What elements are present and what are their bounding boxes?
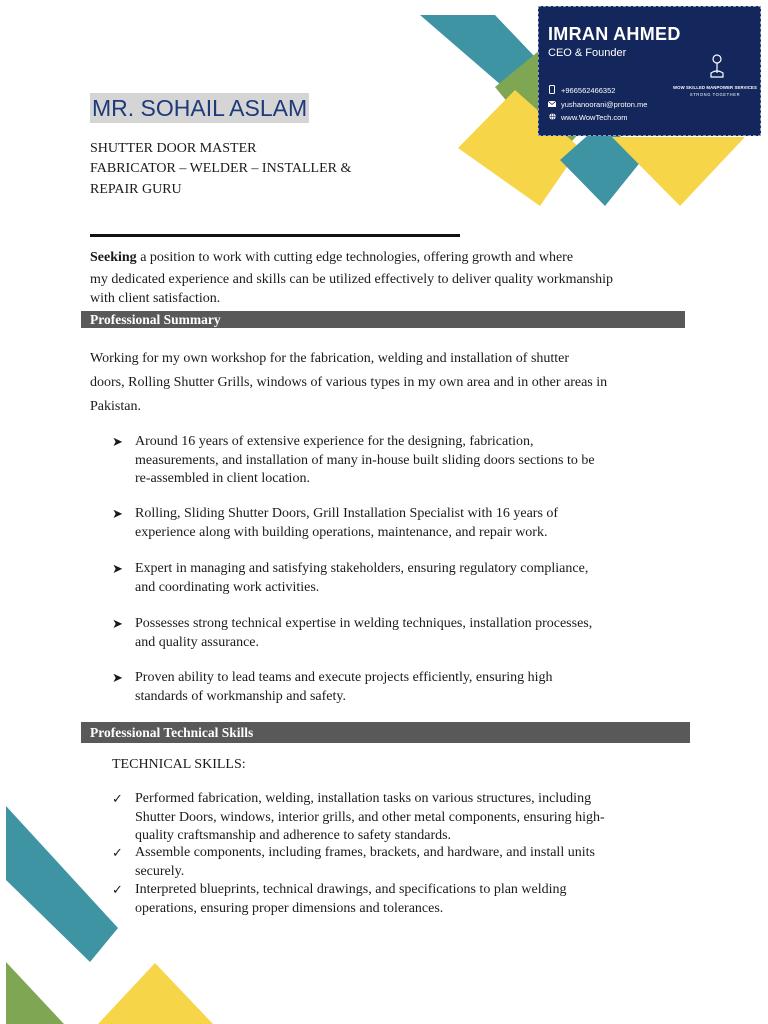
- phone-icon: [548, 85, 556, 96]
- objective-line: with client satisfaction.: [90, 291, 221, 306]
- skill-line: securely.: [135, 863, 185, 879]
- bullet-line: Rolling, Sliding Shutter Doors, Grill Installation Specialist with 16 years of: [135, 506, 559, 521]
- skill-line: operations, ensuring proper dimensions and tolerances.: [135, 900, 444, 916]
- skill-line: Interpreted blueprints, technical drawings, and specifications to plan welding: [135, 882, 567, 897]
- arrow-bullet-icon: ➤: [112, 616, 123, 631]
- section-heading-skills: Professional Technical Skills: [81, 722, 690, 743]
- skill-line: Shutter Doors, windows, interior grills, and other metal components, ensuring high-: [135, 809, 605, 825]
- candidate-name: MR. SOHAIL ASLAM: [92, 95, 308, 121]
- summary-intro-line: doors, Rolling Shutter Grills, windows of various types in my own area and in other areas in: [90, 375, 608, 390]
- globe-icon: [548, 113, 556, 122]
- bullet-line: and coordinating work activities.: [135, 579, 320, 595]
- bullet-line: re-assembled in client location.: [135, 471, 310, 486]
- arrow-bullet-icon: ➤: [112, 434, 123, 449]
- objective-line: [90, 248, 573, 268]
- business-card: [538, 6, 761, 136]
- objective-line: my dedicated experience and skills can be utilized effectively to deliver quality workmanship: [90, 272, 614, 287]
- card-tagline: WOW SKILLED MANPOWER SERVICES: [673, 85, 757, 90]
- job-title-line: SHUTTER DOOR MASTER: [90, 141, 257, 156]
- bullet-line: standards of workmanship and safety.: [135, 688, 346, 704]
- arrow-bullet-icon: ➤: [112, 506, 123, 521]
- bullet-line: and quality assurance.: [135, 634, 260, 650]
- arrow-bullet-icon: ➤: [112, 561, 123, 576]
- bullet-line: Around 16 years of extensive experience for the designing, fabrication,: [135, 434, 534, 449]
- mail-icon: [548, 101, 556, 109]
- job-title-line: FABRICATOR – WELDER – INSTALLER &: [90, 161, 352, 176]
- arrow-bullet-icon: ➤: [112, 670, 123, 685]
- summary-intro-line: Working for my own workshop for the fabrication, welding and installation of shutter: [90, 351, 570, 366]
- card-email: yushanoorani@proton.me: [561, 100, 648, 109]
- skill-line: Assemble components, including frames, brackets, and hardware, and install units: [135, 845, 595, 860]
- skills-subheading: TECHNICAL SKILLS:: [112, 757, 246, 772]
- card-website: www.WowTech.com: [561, 113, 628, 122]
- header-divider: [90, 234, 460, 237]
- checkmark-icon: ✓: [112, 845, 123, 860]
- skill-line: Performed fabrication, welding, installation tasks on various structures, including: [135, 791, 592, 806]
- card-phone: +966562466352: [561, 86, 616, 95]
- company-logo-icon: [709, 53, 725, 81]
- checkmark-icon: ✓: [112, 791, 123, 806]
- objective-lead: Seeking: [90, 250, 137, 265]
- skill-line: quality craftsmanship and adherence to safety standards.: [135, 828, 452, 843]
- card-slogan: STRONG TOGETHER: [689, 92, 741, 97]
- bullet-line: experience along with building operations, maintenance, and repair work.: [135, 524, 548, 540]
- summary-intro-line: Pakistan.: [90, 399, 141, 414]
- card-phone-row: [548, 85, 615, 96]
- card-role: CEO & Founder: [548, 47, 627, 59]
- card-email-row: [548, 100, 647, 109]
- checkmark-icon: ✓: [112, 882, 123, 897]
- bullet-line: measurements, and installation of many in-house built sliding doors sections to be: [135, 452, 595, 468]
- bullet-line: Proven ability to lead teams and execute projects efficiently, ensuring high: [135, 670, 553, 685]
- section-heading-summary: Professional Summary: [81, 311, 685, 328]
- objective-text: a position to work with cutting edge technologies, offering growth and where: [136, 250, 574, 265]
- card-name: IMRAN AHMED: [548, 24, 681, 44]
- bullet-line: Expert in managing and satisfying stakeholders, ensuring regulatory compliance,: [135, 561, 589, 576]
- job-title-line: REPAIR GURU: [90, 182, 182, 197]
- card-website-row: [548, 113, 628, 122]
- bullet-line: Possesses strong technical expertise in welding techniques, installation processes,: [135, 616, 593, 631]
